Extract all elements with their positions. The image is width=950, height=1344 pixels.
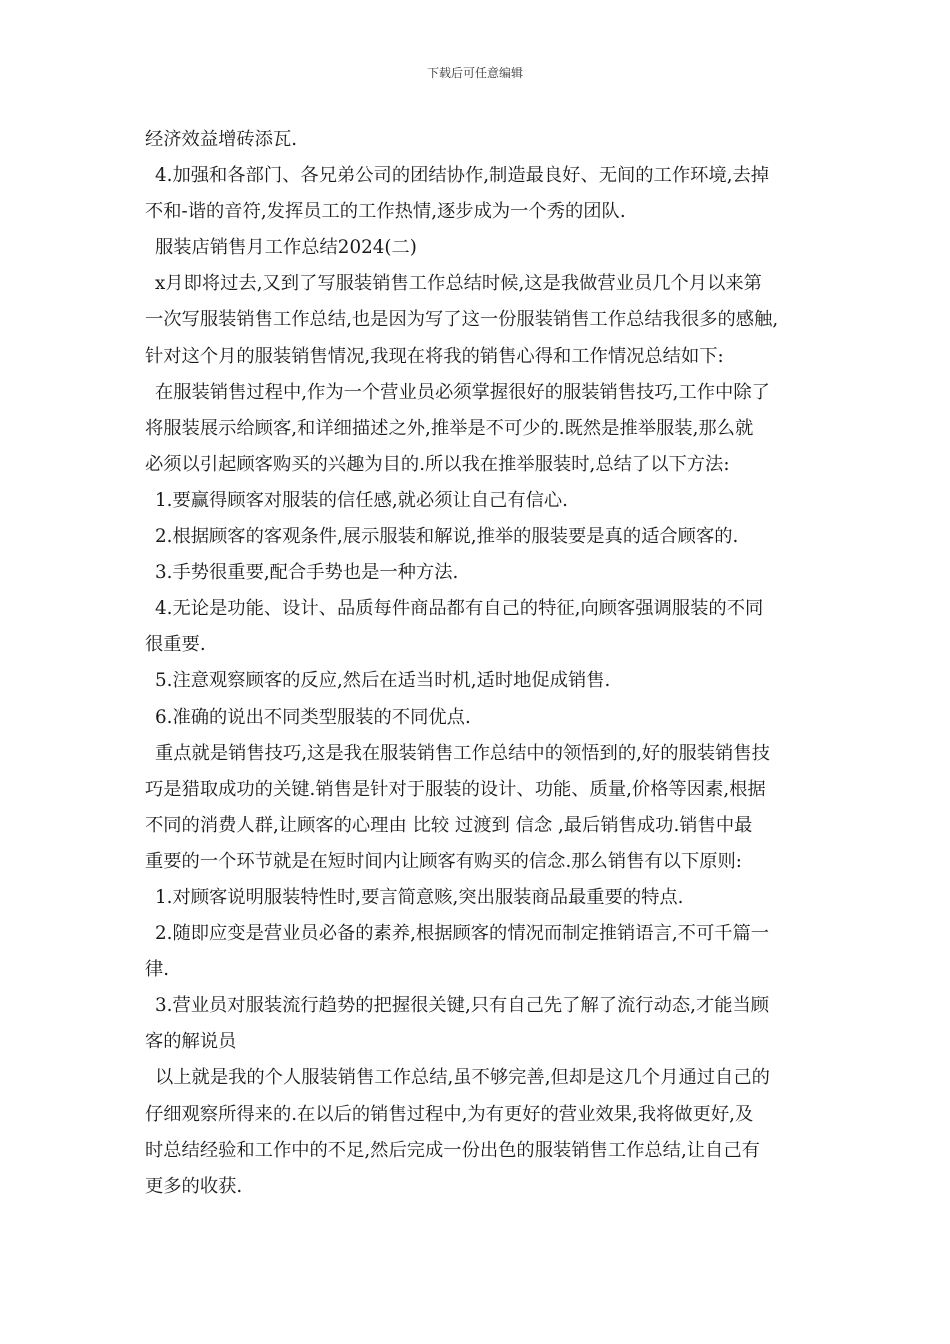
text-line: 巧是猎取成功的关键.销售是针对于服装的设计、功能、质量,价格等因素,根据 — [145, 778, 766, 800]
list-item: 1.要赢得顾客对服装的信任感,就必须让自己有信心. — [155, 489, 568, 511]
section-title: 服装店销售月工作总结2024(二) — [155, 237, 417, 259]
text-line: 很重要. — [145, 634, 206, 656]
text-line: x月即将过去,又到了写服装销售工作总结时候,这是我做营业员几个月以来第 — [155, 273, 762, 295]
text-line: 时总结经验和工作中的不足,然后完成一份出色的服装销售工作总结,让自己有 — [145, 1139, 760, 1161]
document-body — [145, 122, 815, 1205]
text-line: 律. — [145, 959, 170, 981]
list-item: 2.随即应变是营业员必备的素养,根据顾客的情况而制定推销语言,不可千篇一 — [155, 923, 770, 945]
list-item: 2.根据顾客的客观条件,展示服装和解说,推举的服装要是真的适合顾客的. — [155, 526, 739, 548]
text-line: 4.加强和各部门、各兄弟公司的团结协作,制造最良好、无间的工作环境,去掉 — [155, 165, 770, 187]
list-item: 3.营业员对服装流行趋势的把握很关键,只有自己先了解了流行动态,才能当顾 — [155, 995, 770, 1017]
text-line: 更多的收获. — [145, 1175, 243, 1197]
list-item: 1.对顾客说明服装特性时,要言简意赅,突出服装商品最重要的特点. — [155, 886, 684, 908]
text-line: 将服装展示给顾客,和详细描述之外,推举是不可少的.既然是推举服装,那么就 — [145, 417, 754, 439]
list-item: 6.准确的说出不同类型服装的不同优点. — [155, 706, 471, 728]
list-item: 5.注意观察顾客的反应,然后在适当时机,适时地促成销售. — [155, 670, 611, 692]
text-line: 针对这个月的服装销售情况,我现在将我的销售心得和工作情况总结如下: — [145, 345, 724, 367]
text-line: 不和-谐的音符,发挥员工的工作热情,逐步成为一个秀的团队. — [145, 201, 626, 223]
text-line: 仔细观察所得来的.在以后的销售过程中,为有更好的营业效果,我将做更好,及 — [145, 1103, 754, 1125]
text-line: 重要的一个环节就是在短时间内让顾客有购买的信念.那么销售有以下原则: — [145, 850, 742, 872]
list-item: 4.无论是功能、设计、品质每件商品都有自己的特征,向顾客强调服装的不同 — [155, 598, 764, 620]
text-line: 不同的消费人群,让顾客的心理由 比较 过渡到 信念 ,最后销售成功.销售中最 — [145, 814, 753, 836]
text-line: 在服装销售过程中,作为一个营业员必须掌握很好的服装销售技巧,工作中除了 — [155, 381, 770, 403]
list-item: 3.手势很重要,配合手势也是一种方法. — [155, 562, 459, 584]
text-line: 重点就是销售技巧,这是我在服装销售工作总结中的领悟到的,好的服装销售技 — [155, 742, 770, 764]
text-line: 以上就是我的个人服装销售工作总结,虽不够完善,但却是这几个月通过自己的 — [155, 1067, 770, 1089]
text-line: 客的解说员 — [145, 1031, 237, 1053]
page-header: 下载后可任意编辑 — [426, 66, 523, 80]
text-line: 必须以引起顾客购买的兴趣为目的.所以我在推举服装时,总结了以下方法: — [145, 453, 730, 475]
text-line: 一次写服装销售工作总结,也是因为写了这一份服装销售工作总结我很多的感触, — [145, 309, 779, 331]
text-line: 经济效益增砖添瓦. — [145, 129, 298, 150]
